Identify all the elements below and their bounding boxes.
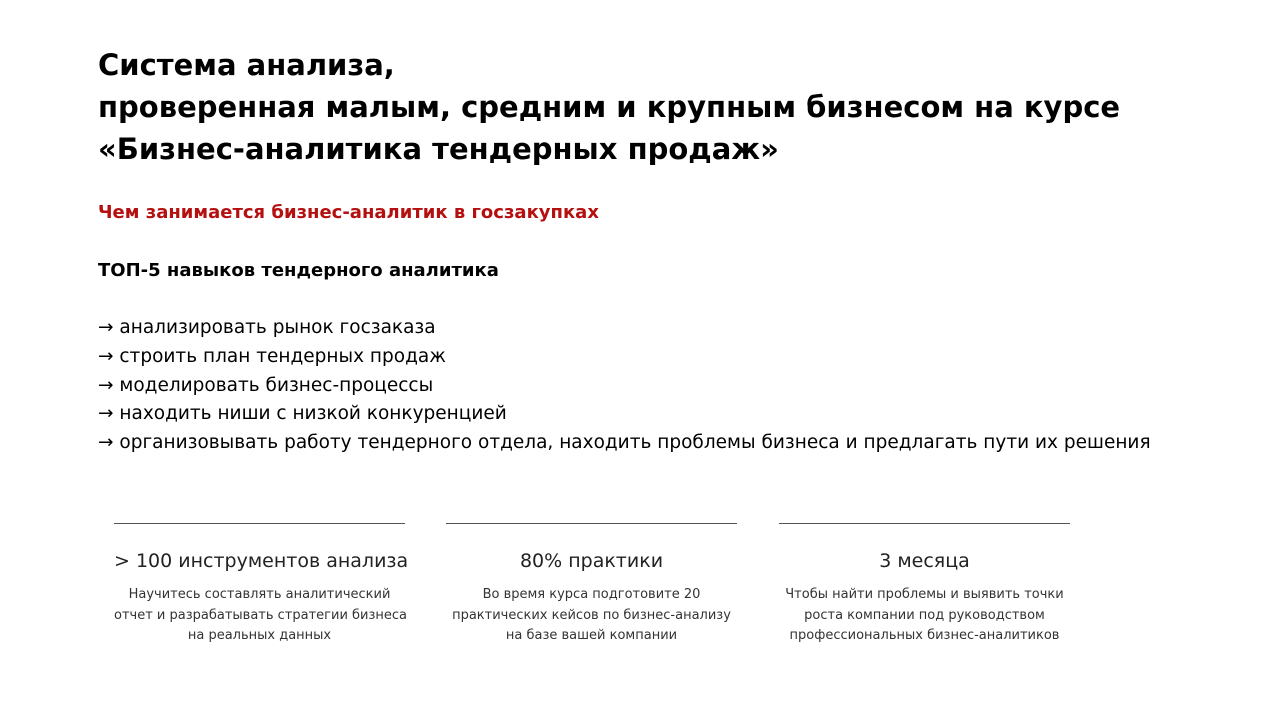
divider (446, 523, 737, 524)
stat-description-line: Во время курса подготовите 20 (482, 587, 701, 602)
skills-title: ТОП-5 навыков тендерного аналитика (98, 260, 499, 281)
title-line-3: «Бизнес-аналитика тендерных продаж» (98, 132, 779, 166)
stat-description-line: на базе вашей компании (505, 628, 678, 643)
skill-item: → находить ниши с низкой конкуренцией (98, 403, 507, 425)
stat-card-tools (114, 523, 409, 647)
stat-description-line: Научитесь составлять аналитический (128, 587, 391, 602)
stat-description-line: практических кейсов по бизнес-анализу (452, 607, 731, 623)
stat-description-line: отчет и разрабатывать стратегии бизнеса (114, 607, 408, 623)
skill-item: → моделировать бизнес-процессы (98, 374, 434, 396)
skill-item: → строить план тендерных продаж (98, 345, 446, 367)
stat-card-duration (779, 523, 1070, 647)
title-line-1: Система анализа, (98, 48, 395, 82)
stat-description-line: профессиональных бизнес-аналитиков (789, 628, 1060, 643)
skill-item: → организовывать работу тендерного отдела, находить проблемы бизнеса и предлагать пути их решения (98, 432, 1151, 454)
stat-description (779, 585, 1070, 647)
stat-card-practice (446, 523, 737, 647)
stat-description (114, 585, 408, 647)
subheading-link: Чем занимается бизнес-аналитик в госзакупках (98, 202, 599, 223)
stat-title: > 100 инструментов анализа (114, 550, 409, 572)
stat-description-line: роста компании под руководством (804, 607, 1045, 623)
stat-description-line: Чтобы найти проблемы и выявить точки (785, 587, 1064, 602)
skill-item: → анализировать рынок госзаказа (98, 317, 436, 338)
stat-description (446, 585, 737, 647)
stat-title: 3 месяца (879, 550, 970, 572)
stat-description-line: на реальных данных (187, 628, 332, 643)
divider (114, 523, 405, 524)
page-title (98, 44, 1218, 170)
title-line-2: проверенная малым, средним и крупным бизнесом на курсе (98, 90, 1121, 124)
divider (779, 523, 1070, 524)
skills-list (98, 314, 1151, 458)
stat-title: 80% практики (519, 550, 664, 572)
